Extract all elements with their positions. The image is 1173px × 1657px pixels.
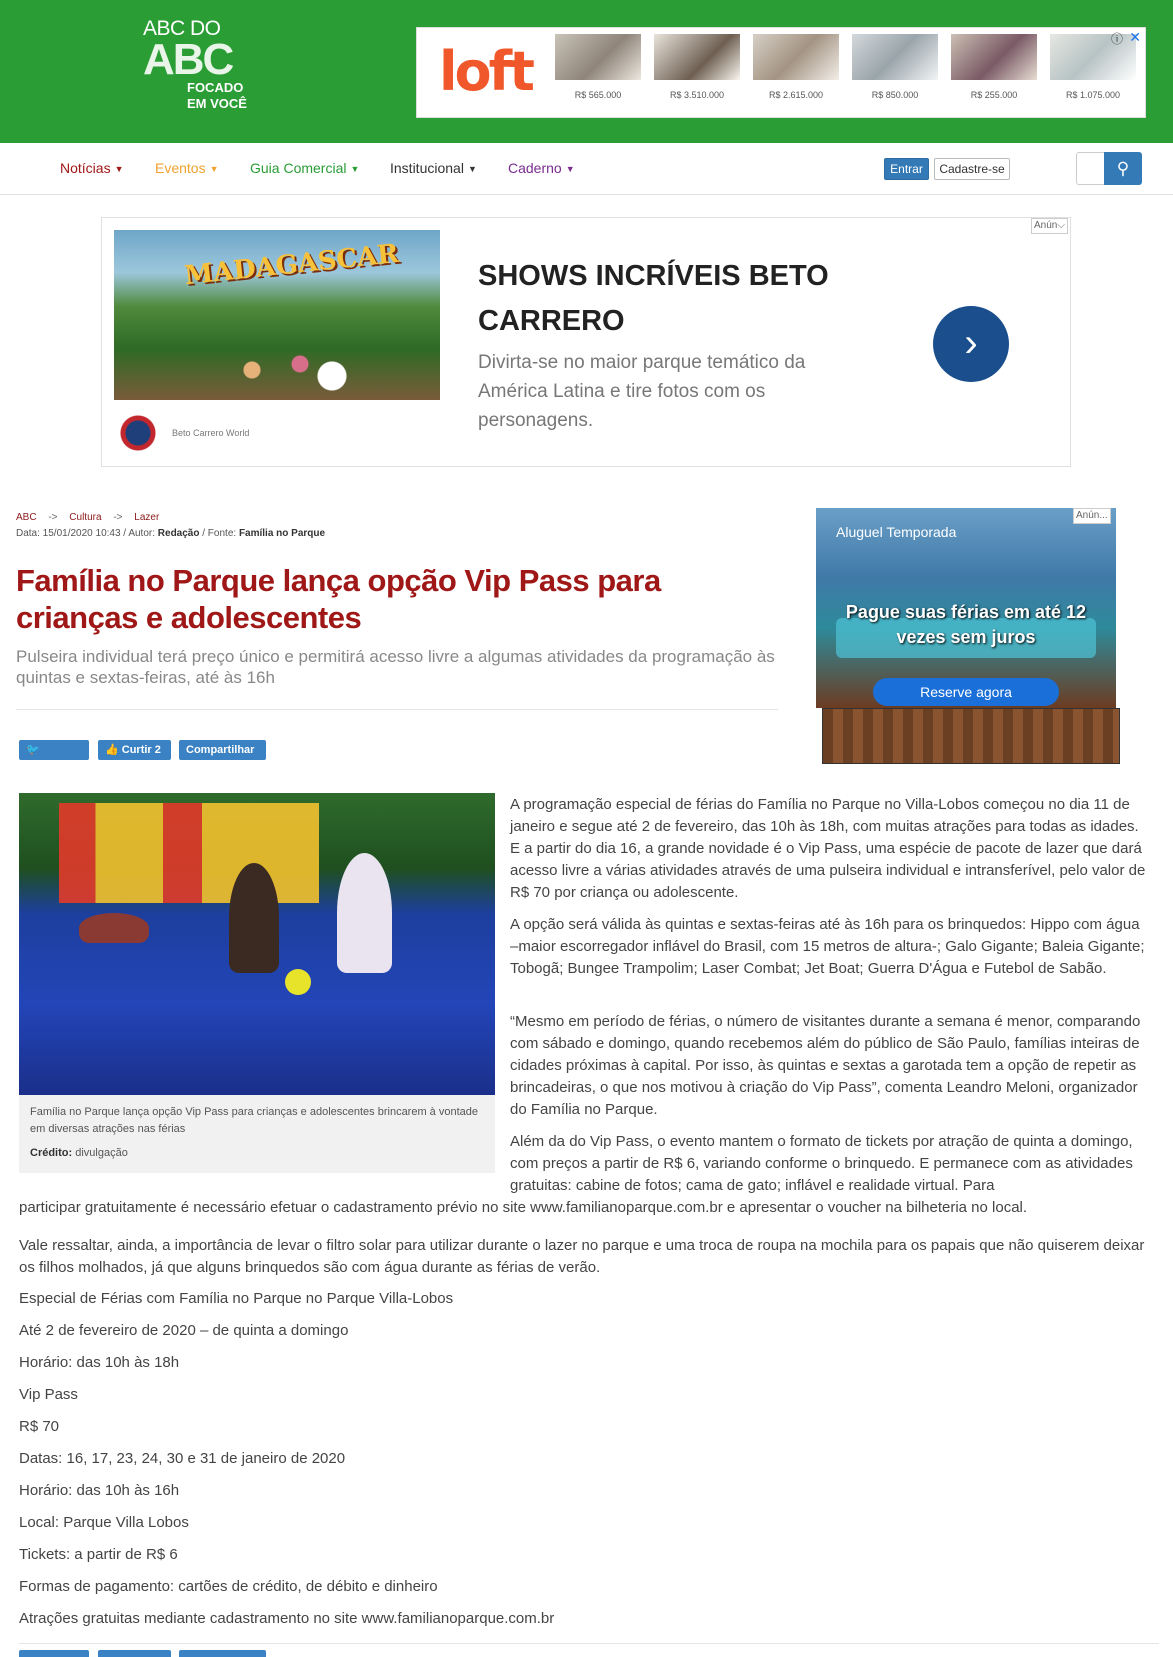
nav-label: Institucional: [390, 160, 464, 176]
caret-down-icon: ▼: [565, 164, 575, 174]
breadcrumb-separator: ->: [113, 512, 123, 523]
breadcrumb-separator: ->: [48, 512, 58, 523]
figure-caption: Família no Parque lança opção Vip Pass para crianças e adolescentes brincarem à vontade em diversas atrações nas férias: [30, 1106, 479, 1135]
ad-close-icon[interactable]: ✕: [1129, 29, 1141, 45]
site-header: [0, 0, 1173, 143]
divider: [19, 1643, 1159, 1644]
listing-price: R$ 2.615.000: [768, 90, 824, 100]
banner-next-button[interactable]: [933, 306, 1009, 382]
meta-source: Família no Parque: [238, 528, 326, 539]
tweet-label: Tweetar: [26, 764, 67, 776]
article-paragraph: Além da do Vip Pass, o evento mantem o formato de tickets por atração de quinta a domingo, com preços a partir de R$ 6, variando conforme o brinquedo. E permanece com as atividades gratuitas: cabine de fotos; cama de gato; inflável e realidade virtual. Para: [510, 1133, 1133, 1194]
banner-image[interactable]: [114, 230, 440, 400]
ad-tag-label: Anún...: [1076, 510, 1108, 521]
meta-source-label: / Fonte:: [202, 528, 237, 539]
breadcrumb: [16, 512, 159, 523]
caret-down-icon: ▼: [350, 164, 360, 174]
detail-line: Atrações gratuitas mediante cadastramento no site www.familianoparque.com.br: [19, 1610, 555, 1627]
banner-image-title: MADAGASCAR: [183, 238, 401, 292]
detail-line: Especial de Férias com Família no Parque no Parque Villa-Lobos: [19, 1290, 454, 1307]
photo-inflatable: [59, 803, 319, 903]
listing-photo: [852, 34, 938, 80]
nav-guia-comercial[interactable]: [250, 160, 359, 176]
listing-photo: [555, 34, 641, 80]
article-paragraph: Vale ressaltar, ainda, a importância de levar o filtro solar para utilizar durante o lazer no parque e uma troca de roupa na mochila para os papais que não quiserem deixar os filhos molhados, já que alguns brinquedos são com água durante as férias de verão.: [19, 1237, 1145, 1276]
breadcrumb-lazer[interactable]: Lazer: [134, 512, 160, 523]
detail-line: Local: Parque Villa Lobos: [19, 1514, 189, 1531]
detail-line: Até 2 de fevereiro de 2020 – de quinta a domingo: [19, 1322, 349, 1339]
loft-logo: loft: [439, 40, 532, 103]
listing-photo: [1050, 34, 1136, 80]
banner-title[interactable]: SHOWS INCRÍVEIS BETO CARRERO: [478, 260, 829, 337]
photo-ball: [285, 969, 311, 995]
site-logo[interactable]: [143, 18, 253, 112]
detail-line: Tickets: a partir de R$ 6: [19, 1546, 178, 1563]
share-button-bottom[interactable]: [179, 1650, 266, 1657]
article-meta: [16, 528, 325, 539]
nav-label: Eventos: [155, 160, 206, 176]
divider: [16, 709, 778, 710]
ad-choices-tag[interactable]: [1031, 218, 1068, 234]
article-figure: [19, 793, 495, 1173]
nav-label: Caderno: [508, 160, 562, 176]
listing-price: R$ 1.075.000: [1065, 90, 1121, 100]
side-ad-deck-image: [822, 708, 1120, 764]
listing-price: R$ 850.000: [871, 90, 919, 100]
ad-tag-label: Anún: [1034, 220, 1058, 231]
reserve-button[interactable]: Reserve agora: [873, 678, 1059, 706]
figure-credit: [30, 1147, 128, 1159]
side-ad-brand: Aluguel Temporada: [836, 524, 957, 540]
nav-noticias[interactable]: [60, 160, 124, 176]
article-paragraph: “Mesmo em período de férias, o número de visitantes durante a semana é menor, comparando com sábado e domingo, quando recebemos além do público de São Paulo, famílias inteiras de cidades próximas à capital. Por isso, às quintas e sextas a garotada tem a opção de repetir as brincadeiras, o que nos motivou à criação do Vip Pass”, comenta Leandro Meloni, organizador do Família no Parque.: [510, 1013, 1141, 1118]
side-ad[interactable]: [816, 508, 1116, 708]
detail-line: R$ 70: [19, 1418, 60, 1435]
photo-child: [337, 853, 392, 973]
detail-line: Vip Pass: [19, 1386, 78, 1403]
nav-label: Notícias: [60, 160, 111, 176]
listing-photo: [753, 34, 839, 80]
article-subtitle: Pulseira individual terá preço único e permitirá acesso livre a algumas atividades da programação às quintas e sextas-feiras, até às 16h: [16, 647, 775, 687]
brand-logo: [116, 415, 160, 451]
detail-line: Datas: 16, 17, 23, 24, 30 e 31 de janeiro de 2020: [19, 1450, 346, 1467]
tweet-button[interactable]: [19, 740, 89, 776]
loft-listing[interactable]: [852, 34, 938, 112]
loft-listing[interactable]: [1050, 34, 1136, 112]
breadcrumb-cultura[interactable]: Cultura: [69, 512, 102, 523]
credit-value: divulgação: [75, 1147, 128, 1159]
credit-label: Crédito:: [30, 1147, 73, 1159]
logo-line1: ABC DO: [143, 17, 221, 40]
nav-eventos[interactable]: [155, 160, 219, 176]
banner-description: Divirta-se no maior parque temático da América Latina e tire fotos com os personagens.: [478, 352, 806, 431]
caret-down-icon: ▼: [467, 164, 477, 174]
twitter-icon: 🐦: [26, 744, 40, 756]
ad-info-icon[interactable]: ⓘ: [1110, 32, 1123, 46]
nav-caderno[interactable]: [508, 160, 575, 176]
banner-image-people: [204, 340, 364, 400]
logo-line3: FOCADO: [187, 80, 244, 95]
listing-photo: [654, 34, 740, 80]
search-input[interactable]: [1076, 152, 1104, 185]
article-photo[interactable]: [19, 793, 495, 1095]
banner-brand: Beto Carrero World: [172, 428, 250, 438]
loft-listing[interactable]: [654, 34, 740, 112]
share-label: Compartilhar: [186, 744, 255, 756]
like-label: Curtir 2: [121, 744, 161, 756]
article-paragraph: A programação especial de férias do Família no Parque no Villa-Lobos começou no dia 11 de janeiro e segue até 2 de fevereiro, das 10h às 18h, com muitas atrações para todas as idades. E a partir do dia 16, a grande novidade é o Vip Pass, uma espécie de pacote de lazer que dará acesso livre a várias atividades através de uma pulseira individual e intransferível, pelo valor de R$ 70 por criança ou adolescente.: [510, 796, 1146, 901]
login-button[interactable]: Entrar: [884, 158, 929, 180]
meta-author: Redação: [157, 528, 200, 539]
detail-line: Formas de pagamento: cartões de crédito, de débito e dinheiro: [19, 1578, 438, 1595]
article-title: Família no Parque lança opção Vip Pass para crianças e adolescentes: [16, 563, 661, 635]
listing-price: R$ 3.510.000: [669, 90, 725, 100]
logo-line4: EM VOCÊ: [187, 96, 247, 111]
listing-price: R$ 565.000: [574, 90, 622, 100]
like-button[interactable]: [98, 740, 171, 760]
banner-ad[interactable]: [101, 217, 1071, 467]
search-icon: ⚲: [1116, 159, 1130, 178]
logo-line2: ABC: [143, 35, 233, 84]
main-navbar: [0, 143, 1173, 195]
breadcrumb-abc[interactable]: ABC: [16, 512, 37, 523]
share-button[interactable]: [179, 740, 266, 760]
loft-listing[interactable]: [753, 34, 839, 112]
search-button[interactable]: [1104, 152, 1142, 185]
loft-listing[interactable]: [951, 34, 1037, 112]
loft-ad[interactable]: [416, 27, 1146, 118]
ad-choices-tag[interactable]: [1073, 508, 1111, 524]
signup-button[interactable]: Cadastre-se: [934, 158, 1010, 180]
chevron-right-icon: ›: [964, 321, 978, 365]
article-paragraph: A opção será válida às quintas e sextas-feiras até às 16h para os brinquedos: Hippo com água –maior escorregador inflável do Brasil, com 15 metros de altura-; Galo Gigante; Baleia Gigante; Tobogã; Bungee Trampolim; Laser Combat; Jet Boat; Guerra D'Água e Futebol de Sabão.: [510, 916, 1145, 977]
detail-line: Horário: das 10h às 16h: [19, 1482, 180, 1499]
loft-listing[interactable]: [555, 34, 641, 112]
detail-line: Horário: das 10h às 18h: [19, 1354, 180, 1371]
like-button-bottom[interactable]: [98, 1650, 171, 1657]
nav-label: Guia Comercial: [250, 160, 347, 176]
tweet-button-bottom[interactable]: [19, 1650, 89, 1657]
article-paragraph: participar gratuitamente é necessário efetuar o cadastramento prévio no site www.familianoparque.com.br e apresentar o voucher na bilheteria no local.: [19, 1199, 1028, 1216]
caret-down-icon: ▼: [209, 164, 219, 174]
listing-price: R$ 255.000: [970, 90, 1018, 100]
caret-down-icon: ▼: [114, 164, 124, 174]
side-ad-promo: Pague suas férias em até 12 vezes sem juros: [845, 602, 1087, 647]
thumbs-up-icon: 👍: [105, 744, 119, 756]
meta-date: Data: 15/01/2020 10:43 / Autor:: [16, 528, 155, 539]
photo-child: [229, 863, 279, 973]
nav-institucional[interactable]: [390, 160, 477, 176]
listing-photo: [951, 34, 1037, 80]
photo-child: [79, 913, 149, 943]
chevron-down-icon: ⌵: [1057, 220, 1065, 231]
